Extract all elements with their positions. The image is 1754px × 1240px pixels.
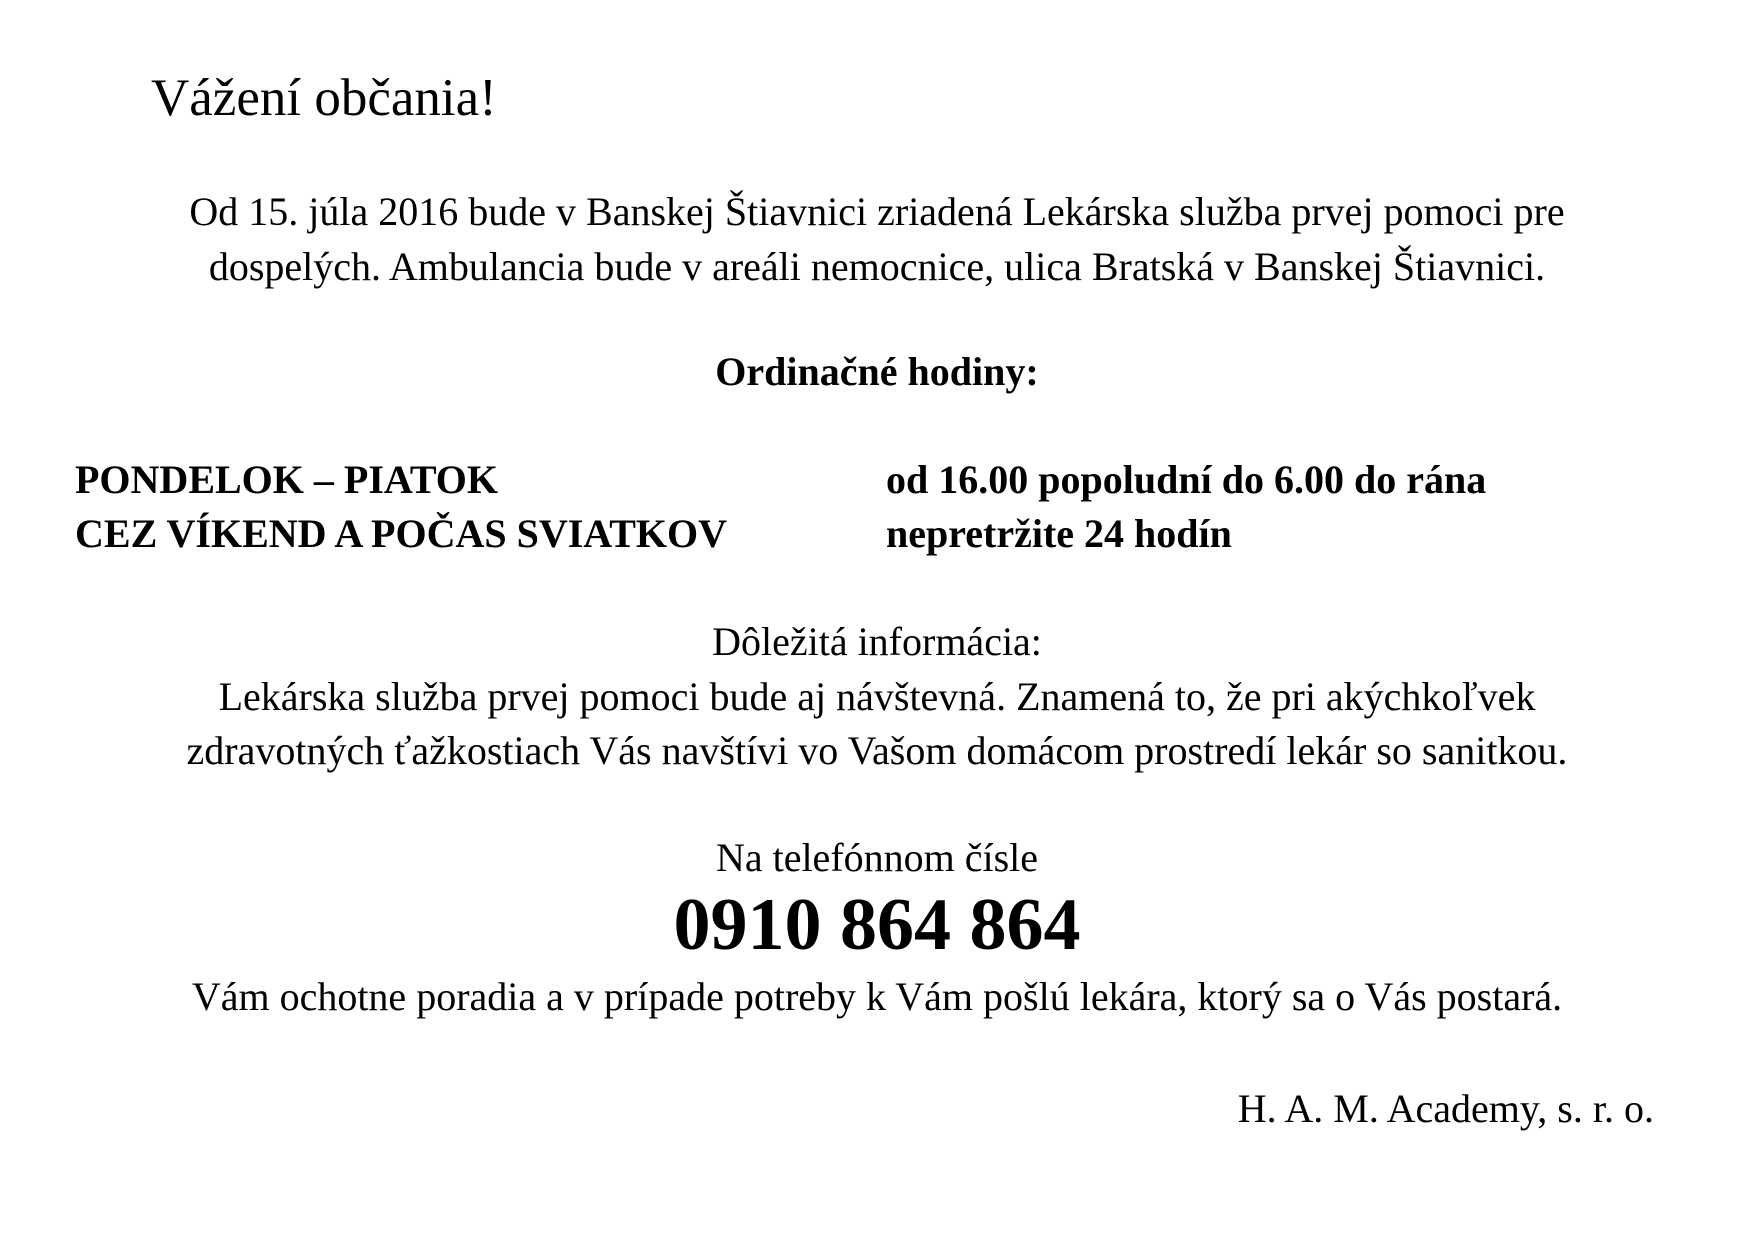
greeting-heading: Vážení občania! (151, 69, 497, 127)
hours-heading: Ordinačné hodiny: (715, 349, 1039, 394)
schedule-days: PONDELOK – PIATOK (75, 457, 499, 502)
closing-line: Vám ochotne poradia a v prípade potreby k Vám pošlú lekára, ktorý sa o Vás postará. (191, 974, 1563, 1019)
schedule-hours: nepretržite 24 hodín (886, 511, 1232, 556)
phone-label: Na telefónnom čísle (715, 835, 1039, 880)
phone-number: 0910 864 864 (673, 884, 1081, 966)
info-line-2: zdravotných ťažkostiach Vás navštívi vo Vašom domácom prostredí lekár so sanitkou. (186, 728, 1568, 773)
schedule-hours: od 16.00 popoludní do 6.00 do rána (886, 457, 1487, 502)
signature: H. A. M. Academy, s. r. o. (1237, 1086, 1654, 1131)
intro-line-1: Od 15. júla 2016 bude v Banskej Štiavnici zriadená Lekárska služba prvej pomoci pre (189, 189, 1565, 234)
intro-line-2: dospelých. Ambulancia bude v areáli nemocnice, ulica Bratská v Banskej Štiavnici. (208, 244, 1546, 289)
info-heading: Dôležitá informácia: (712, 619, 1042, 664)
schedule-days: CEZ VÍKEND A POČAS SVIATKOV (75, 511, 727, 556)
info-line-1: Lekárska služba prvej pomoci bude aj návštevná. Znamená to, že pri akýchkoľvek (218, 674, 1536, 719)
